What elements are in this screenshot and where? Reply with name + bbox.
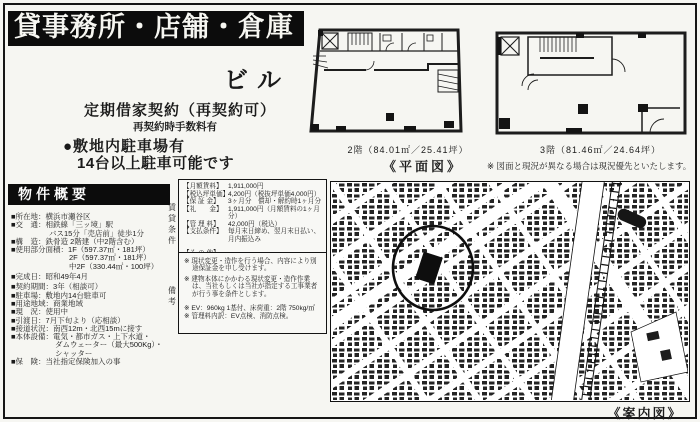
title-banner: 貸事務所・店舗・倉庫 [8,11,304,46]
remarks [166,252,327,334]
cond-value: 4,200円（税抜坪単価4,000円） [228,190,321,198]
remark-note: ※ 現状変更・造作を行う場合、内容により別途保証金を申し受けます。 [184,258,317,273]
contract-type: 定期借家契約（再契約可） [84,102,277,119]
cond-label: 【税込坪単価】 [183,190,230,198]
outline-item: ■所在地：横浜市瀬谷区 [11,212,91,221]
cond-value: 毎月末日締め、翌月末日払い、月内振込み [228,228,321,243]
outline-item: ■現 況：使用中 [11,307,69,317]
rental-conditions-box [178,179,327,263]
floorplan-2f-caption: 2階（84.01㎡／25.41坪） [347,145,469,155]
outline-header: 物件概要 [8,184,170,205]
cond-label: 【保 証 金】 [183,198,220,205]
cond-value: 3ヶ月分 償却・解約時1ヶ月分 [228,198,322,205]
parking-headline: ●敷地内駐車場有 [63,138,186,155]
outline-item: ■構 造：鉄骨造 2階建（中2階含む） [11,236,139,246]
remark-note: ※ 管理料内訳：EV点検、消防点検。 [184,313,293,321]
building-name: ビル [224,67,290,94]
outline-item: ダムウェーター（最大500Kg）・ [55,340,163,350]
floorplan-3f-caption: 3階（81.46㎡／24.64坪） [539,145,662,155]
outline-item: シャッター [55,348,93,358]
rental-conditions [166,179,327,263]
outline-list [11,213,177,366]
contract-note: 再契約時手数料有 [133,121,217,133]
guide-map-drawing [331,182,688,400]
outline-item: ■本体設備：電気・都市ガス・上下水道・ [11,332,151,342]
floorplan-2f-drawing [308,26,470,139]
outline-item: ■引渡日：7月下旬より（応相談） [11,315,125,325]
floorplan-3f-drawing [492,28,690,140]
guide-map [330,181,690,402]
outline-item: ■契約期間：3年（相談可） [11,282,103,292]
outline-item: 2F（597.37㎡・181坪） [69,253,151,263]
cond-value: 1,911,000円（月額賃料の1ヶ月分） [228,205,320,220]
outline-item: ■使用部分面積：1F（597.37㎡・181坪） [11,245,150,255]
parking-sub: 14台以上駐車可能です [77,155,235,172]
outline-item: ■接道状況：南西12m・北西15mに接す [11,323,143,333]
cond-label: 【礼 金】 [183,205,223,213]
cond-label: 【管 理 料】 [183,220,220,228]
outline-item: ■完成日：昭和49年4月 [11,272,89,282]
outline-item: 中2F（330.44㎡・100坪） [69,261,159,271]
outline-item: ■駐車場：敷地内14台駐車可 [11,290,107,300]
rental-conditions-side-label: 賃貸条件 [167,202,177,247]
remarks-side-label: 備考 [167,286,177,308]
remark-note: ※ 建物本体にかかわる現状変更・造作作業は、当社もしくは当社が指定する工事業者が行う事を条件とします。 [184,275,318,298]
outline-item: ■用途地域：商業地域 [11,298,84,308]
cond-value: 1,911,000円 [228,183,264,190]
outline-item: ■交 通：相鉄線「三ッ境」駅 [11,220,114,230]
floorplan-section-label: 《平面図》 [383,159,464,174]
cond-label: 【支払条件】 [183,228,223,235]
outline-item: バス15分「売店前」徒歩1分 [49,228,145,238]
cond-label: 【月額賃料】 [183,183,223,190]
outline-item: ■保 険：当社指定保険加入の事 [11,357,121,367]
floorplan-disclaimer: ※ 図面と現況が異なる場合は現況優先といたします。 [487,161,692,171]
cond-value: 42,000円（税込） [228,220,282,228]
remark-note: ※ EV：960kg 1基付、床荷重：2階 750kg/㎡ [184,305,315,313]
guide-map-caption: 《案内図》 [607,406,683,421]
remarks-box [178,252,327,334]
